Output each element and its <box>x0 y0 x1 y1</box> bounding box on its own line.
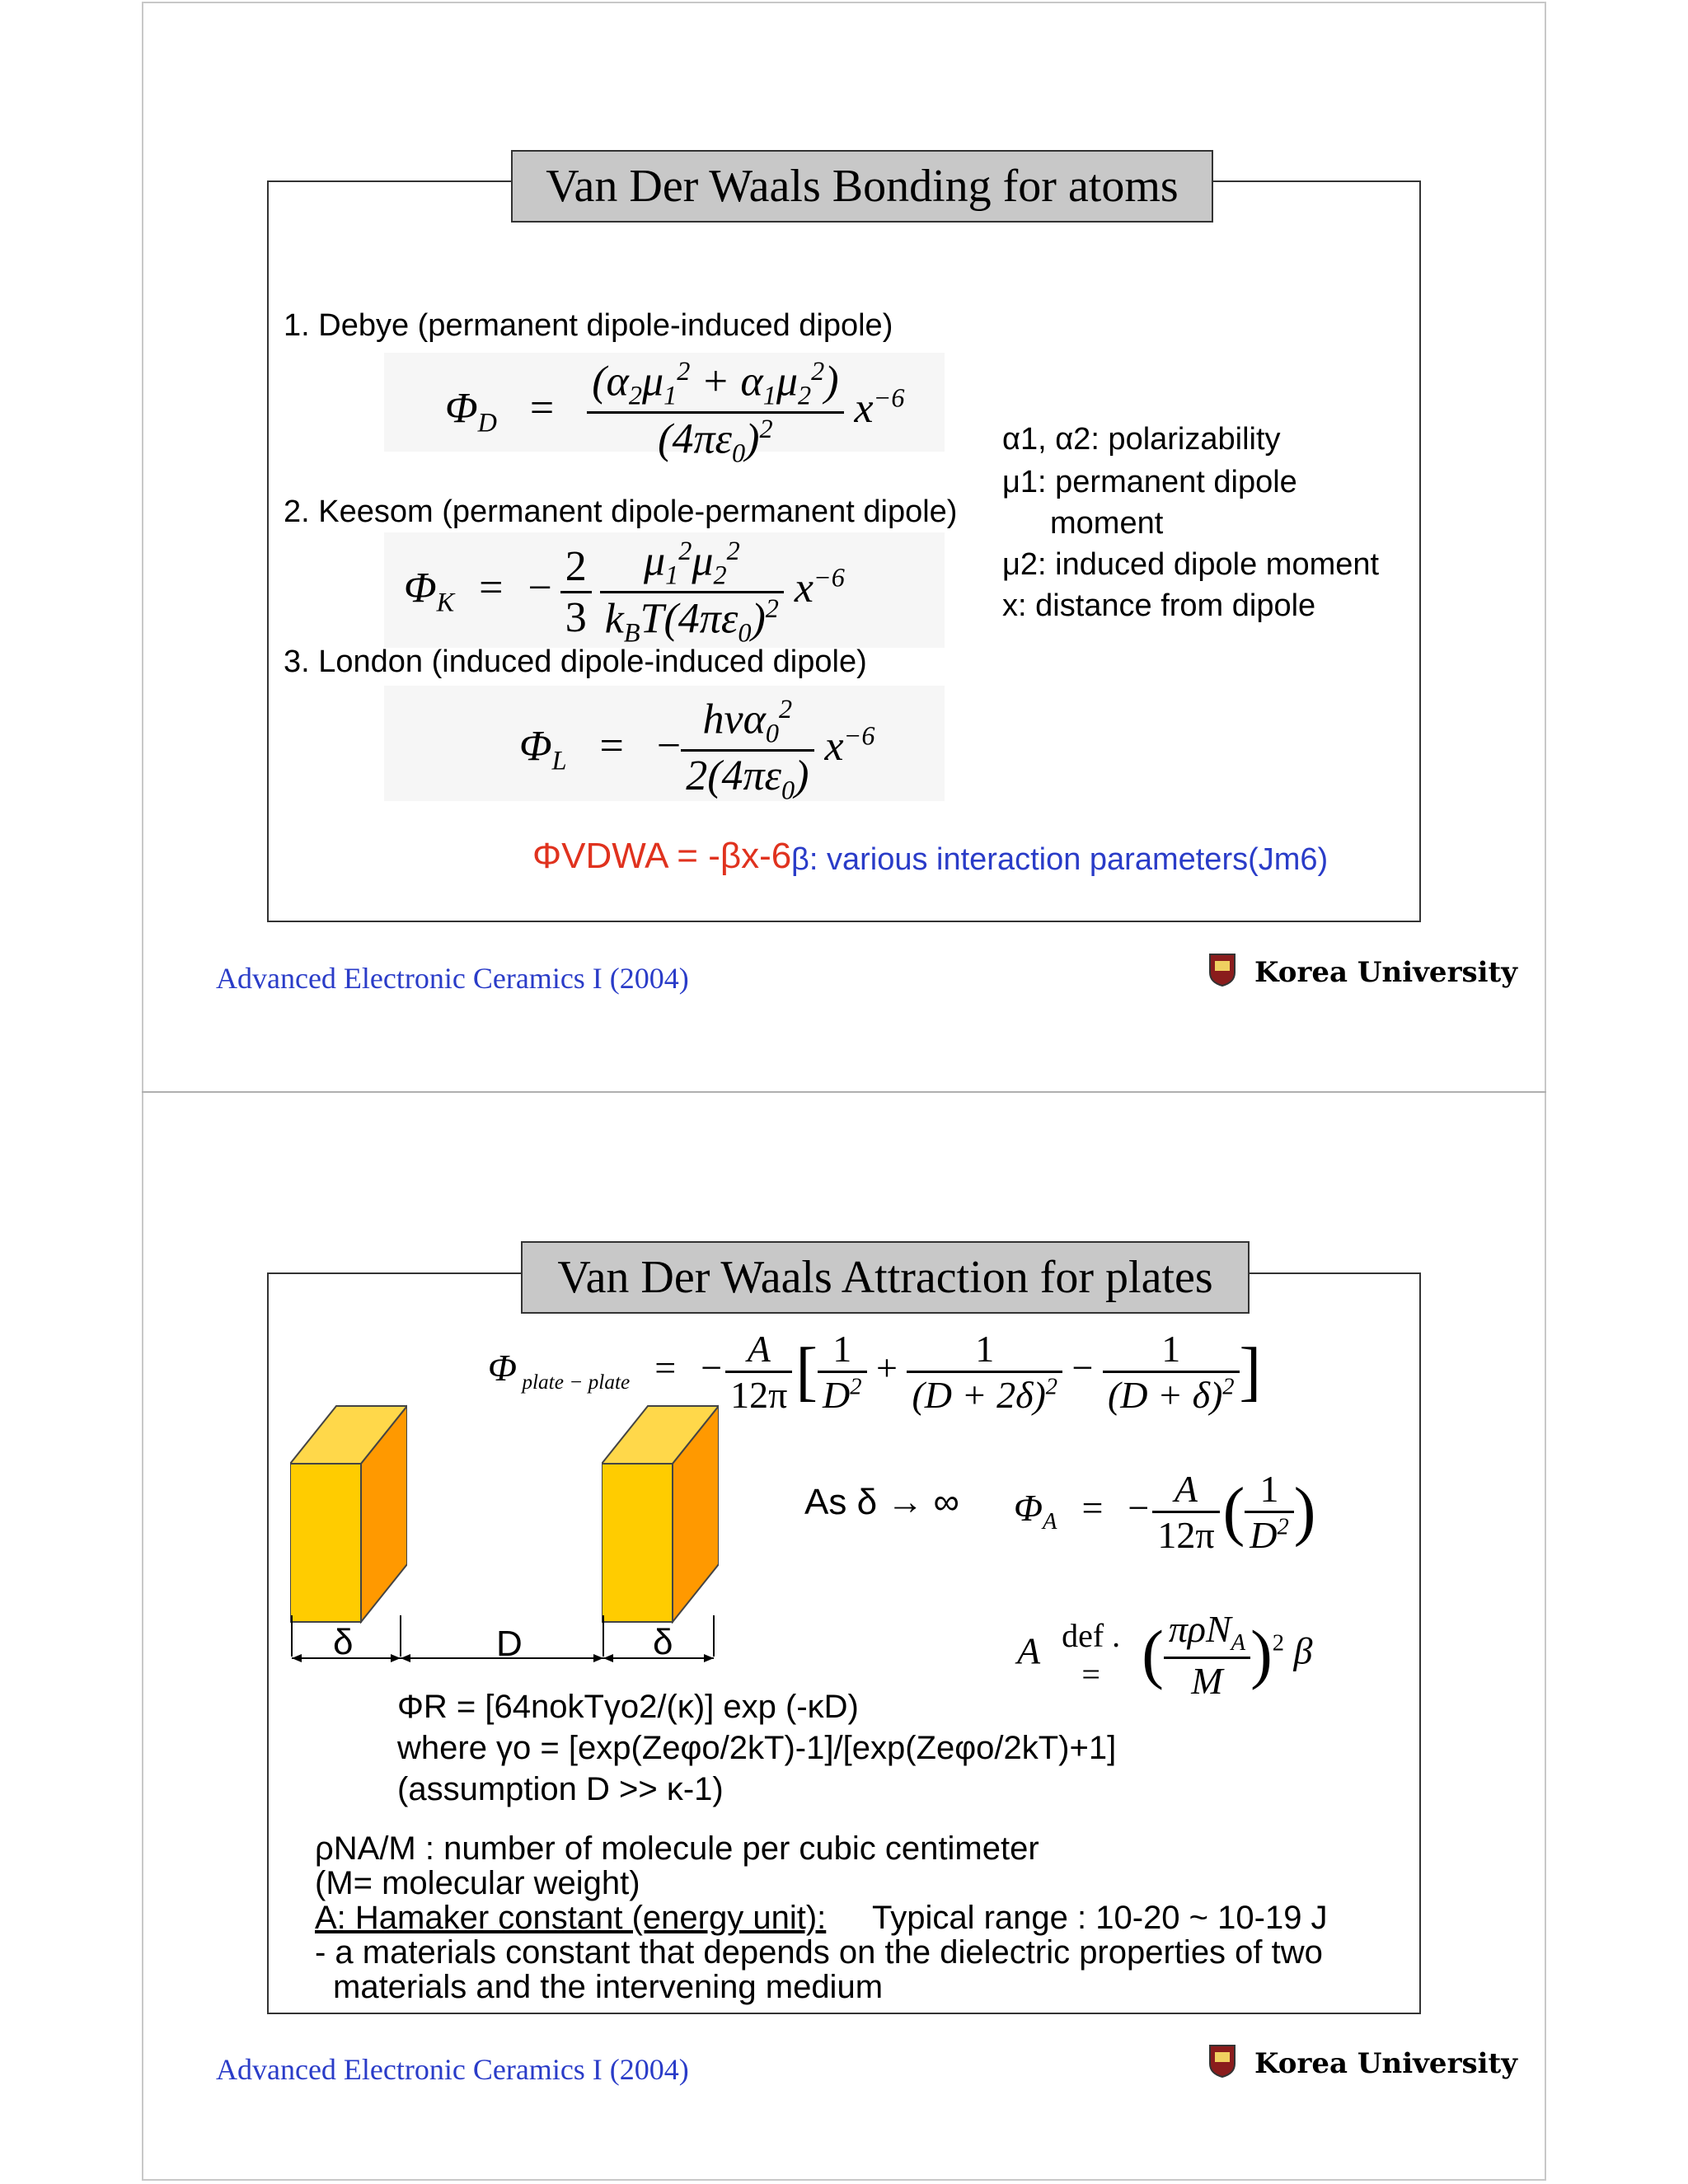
slide1-title: Van Der Waals Bonding for atoms <box>511 150 1213 223</box>
phiR-equation: ΦR = [64nokTγo2/(κ)] exp (-κD) <box>397 1689 859 1725</box>
beta-description: β: various interaction parameters(Jm6) <box>791 842 1329 877</box>
note-hamaker-constant: A: Hamaker constant (energy unit): <box>315 1900 827 1936</box>
london-equation: $\Phi_L$ = − $\frac{h\nu\alpha_0^2}{2(4\pi\varepsilon_0)}$ $x^{-6}$ <box>519 694 875 805</box>
university-crest-icon <box>1208 953 1236 987</box>
slide2-footer-course: Advanced Electronic Ceramics I (2004) <box>216 2053 689 2086</box>
note-rhoNA: ρNA/M : number of molecule per cubic centimeter <box>315 1830 1039 1867</box>
slide2-title: Van Der Waals Attraction for plates <box>521 1241 1250 1314</box>
london-heading: 3. London (induced dipole-induced dipole) <box>284 644 867 679</box>
as-delta-text: As δ → ∞ <box>804 1482 959 1522</box>
slide1-footer-course: Advanced Electronic Ceramics I (2004) <box>216 962 689 995</box>
phi-A-equation: $\Phi_A$ = − $\frac{A}{12\pi}$ ( $\frac{1}{D^2}$ ) <box>1014 1468 1316 1556</box>
dim-distance-D: D <box>496 1624 523 1664</box>
legend-distance: x: distance from dipole <box>1002 588 1316 623</box>
note-typical-range: Typical range : 10-20 ~ 10-19 J <box>872 1900 1328 1936</box>
hamaker-definition: A def . = ( $\frac{\pi\rho N_A}{M}$ )$^2$ β <box>1017 1608 1313 1703</box>
legend-moment: moment <box>1050 506 1164 541</box>
phiR-gamma-definition: where γo = [exp(Zeφo/2kT)-1]/[exp(Zeφo/2kT)+1] <box>397 1730 1117 1766</box>
slide1-footer-university: Korea University <box>1254 956 1517 989</box>
note-dielectric-line2: materials and the intervening medium <box>333 1969 884 2005</box>
keesom-equation: $\Phi_K$ = − $\frac{2}{3}$ $\frac{\mu_1^2\mu_2^2}{k_BT(4\pi\varepsilon_0)^2}$ $x^{-6}$ <box>404 536 845 648</box>
legend-induced-dipole: μ2: induced dipole moment <box>1002 547 1380 582</box>
legend-permanent-dipole: μ1: permanent dipole <box>1002 465 1297 499</box>
phiR-assumption: (assumption D >> κ-1) <box>397 1771 724 1807</box>
note-molecular-weight: (M= molecular weight) <box>315 1865 640 1901</box>
plate-plate-equation: Φ $_{plate - plate}$ = − $\frac{A}{12\pi}$ [ $\frac{1}{D^2}$ + $\frac{1}{(D + 2\delta)^2}$ − $\frac{1}{(D + \delta)^2}$ ] <box>488 1328 1262 1416</box>
slide-divider <box>142 1091 1546 1093</box>
vdwa-formula: ΦVDWA = -βx-6 <box>532 836 792 876</box>
keesom-heading: 2. Keesom (permanent dipole-permanent dipole) <box>284 494 958 529</box>
dim-delta-left: δ <box>333 1622 354 1662</box>
dim-delta-right: δ <box>653 1622 673 1662</box>
legend-polarizability: α1, α2: polarizability <box>1002 422 1281 457</box>
note-dielectric-line1: - a materials constant that depends on the dielectric properties of two <box>315 1934 1323 1971</box>
slide2-footer-university: Korea University <box>1254 2047 1517 2080</box>
debye-heading: 1. Debye (permanent dipole-induced dipole) <box>284 308 893 343</box>
university-crest-icon <box>1208 2044 1236 2079</box>
debye-equation: $\Phi_D$ = $\frac{(\alpha_2\mu_1^2 + \alpha_1\mu_2^2)}{(4\pi\varepsilon_0)^2}$ $x^{-6}$ <box>445 356 905 468</box>
